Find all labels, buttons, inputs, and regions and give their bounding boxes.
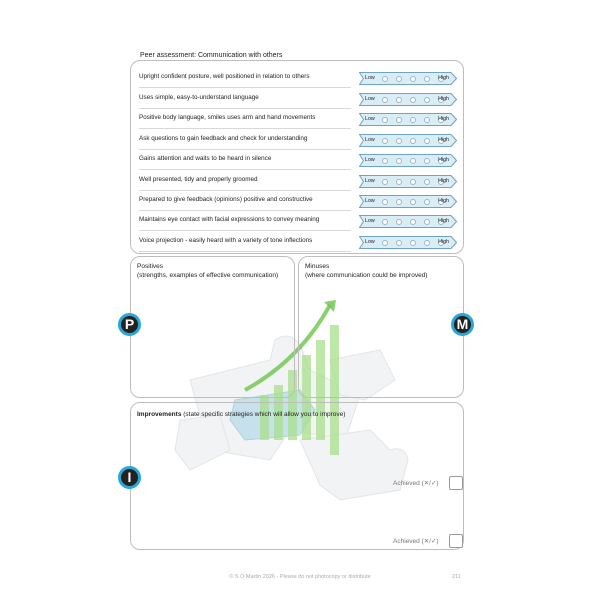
scale-high-label: High [438, 137, 449, 143]
rating-dot-4[interactable] [424, 76, 430, 82]
achieved-checkbox-1[interactable] [449, 476, 463, 490]
scale-high-label: High [438, 96, 449, 102]
rating-dot-3[interactable] [410, 117, 416, 123]
rating-dot-1[interactable] [382, 138, 388, 144]
row-divider [139, 128, 351, 129]
criteria-row [139, 69, 459, 87]
criteria-label: Gains attention and waits to be heard in silence [139, 155, 272, 162]
scale-low-label: Low [365, 218, 375, 224]
criteria-label: Well presented, tidy and properly groomed [139, 176, 258, 183]
improvements-panel[interactable] [130, 402, 464, 550]
minuses-badge: M [451, 313, 474, 336]
criteria-row [139, 151, 459, 169]
scale-low-label: Low [365, 239, 375, 245]
criteria-row [139, 110, 459, 128]
row-divider [139, 87, 351, 88]
row-divider [139, 210, 351, 211]
rating-dot-4[interactable] [424, 219, 430, 225]
footer-copyright: © S O Martin 2026 - Please do not photocopy or distribute [229, 574, 371, 580]
scale-low-label: Low [365, 116, 375, 122]
rating-dot-2[interactable] [396, 76, 402, 82]
scale-low-label: Low [365, 75, 375, 81]
rating-dot-2[interactable] [396, 158, 402, 164]
criteria-row [139, 192, 459, 210]
criteria-row [139, 131, 459, 149]
rating-dot-1[interactable] [382, 240, 388, 246]
rating-dot-4[interactable] [424, 97, 430, 103]
rating-dot-4[interactable] [424, 138, 430, 144]
positives-title: Positives [137, 263, 164, 270]
scale-high-label: High [438, 239, 449, 245]
improvements-title: Improvements [137, 411, 182, 418]
rating-dot-3[interactable] [410, 158, 416, 164]
rating-dot-1[interactable] [382, 117, 388, 123]
rating-scale[interactable] [359, 236, 457, 249]
rating-dot-3[interactable] [410, 179, 416, 185]
improvements-subtitle: (state specific strategies which will allow you to improve) [183, 411, 346, 418]
row-divider [139, 149, 351, 150]
criteria-label: Prepared to give feedback (opinions) positive and constructive [139, 196, 313, 203]
row-divider [139, 251, 351, 252]
rating-dot-1[interactable] [382, 97, 388, 103]
rating-dot-1[interactable] [382, 219, 388, 225]
rating-dot-2[interactable] [396, 138, 402, 144]
scale-low-label: Low [365, 198, 375, 204]
rating-scale[interactable] [359, 93, 457, 106]
rating-scale[interactable] [359, 113, 457, 126]
rating-dot-4[interactable] [424, 158, 430, 164]
criteria-row [139, 172, 459, 190]
criteria-row [139, 90, 459, 108]
scale-high-label: High [438, 198, 449, 204]
scale-low-label: Low [365, 157, 375, 163]
criteria-label: Ask questions to gain feedback and check for understanding [139, 135, 308, 142]
rating-dot-2[interactable] [396, 240, 402, 246]
scale-low-label: Low [365, 178, 375, 184]
criteria-row [139, 212, 459, 230]
rating-dot-3[interactable] [410, 219, 416, 225]
scale-low-label: Low [365, 137, 375, 143]
row-divider [139, 108, 351, 109]
achieved-checkbox-2[interactable] [449, 534, 463, 548]
section-title: Peer assessment: Communication with others [140, 52, 283, 59]
rating-dot-2[interactable] [396, 117, 402, 123]
rating-dot-2[interactable] [396, 199, 402, 205]
rating-scale[interactable] [359, 134, 457, 147]
improvements-badge: I [118, 466, 141, 489]
scale-high-label: High [438, 218, 449, 224]
rating-scale[interactable] [359, 175, 457, 188]
row-divider [139, 230, 351, 231]
positives-badge: P [118, 313, 141, 336]
criteria-label: Positive body language, smiles uses arm and hand movements [139, 114, 316, 121]
criteria-label: Upright confident posture, well positioned in relation to others [139, 73, 310, 80]
scale-high-label: High [438, 157, 449, 163]
rating-dot-1[interactable] [382, 199, 388, 205]
minuses-title: Minuses [305, 263, 330, 270]
rating-dot-4[interactable] [424, 240, 430, 246]
rating-dot-3[interactable] [410, 199, 416, 205]
rating-dot-2[interactable] [396, 97, 402, 103]
criteria-label: Voice projection - easily heard with a variety of tone inflections [139, 237, 313, 244]
rating-dot-2[interactable] [396, 219, 402, 225]
row-divider [139, 190, 351, 191]
scale-high-label: High [438, 178, 449, 184]
scale-high-label: High [438, 75, 449, 81]
scale-high-label: High [438, 116, 449, 122]
rating-dot-1[interactable] [382, 76, 388, 82]
rating-dot-3[interactable] [410, 240, 416, 246]
rating-dot-4[interactable] [424, 117, 430, 123]
rating-scale[interactable] [359, 215, 457, 228]
rating-dot-4[interactable] [424, 199, 430, 205]
rating-dot-1[interactable] [382, 179, 388, 185]
criteria-row [139, 233, 459, 251]
minuses-panel[interactable] [298, 256, 464, 398]
rating-dot-3[interactable] [410, 138, 416, 144]
achieved-label-1: Achieved (✕/✓) [393, 480, 439, 487]
minuses-subtitle: (where communication could be improved) [305, 272, 428, 279]
rating-scale[interactable] [359, 154, 457, 167]
page-number: 211 [452, 574, 461, 580]
rating-dot-2[interactable] [396, 179, 402, 185]
row-divider [139, 169, 351, 170]
criteria-label: Maintains eye contact with facial expressions to convey meaning [139, 216, 320, 223]
scale-low-label: Low [365, 96, 375, 102]
positives-subtitle: (strengths, examples of effective communication) [137, 272, 279, 279]
rating-scale[interactable] [359, 72, 457, 85]
rating-dot-4[interactable] [424, 179, 430, 185]
rating-scale[interactable] [359, 195, 457, 208]
rating-dot-3[interactable] [410, 97, 416, 103]
rating-dot-3[interactable] [410, 76, 416, 82]
achieved-label-2: Achieved (✕/✓) [393, 538, 439, 545]
positives-panel[interactable] [130, 256, 295, 398]
criteria-label: Uses simple, easy-to-understand language [139, 94, 259, 101]
criteria-panel [130, 60, 464, 254]
rating-dot-1[interactable] [382, 158, 388, 164]
